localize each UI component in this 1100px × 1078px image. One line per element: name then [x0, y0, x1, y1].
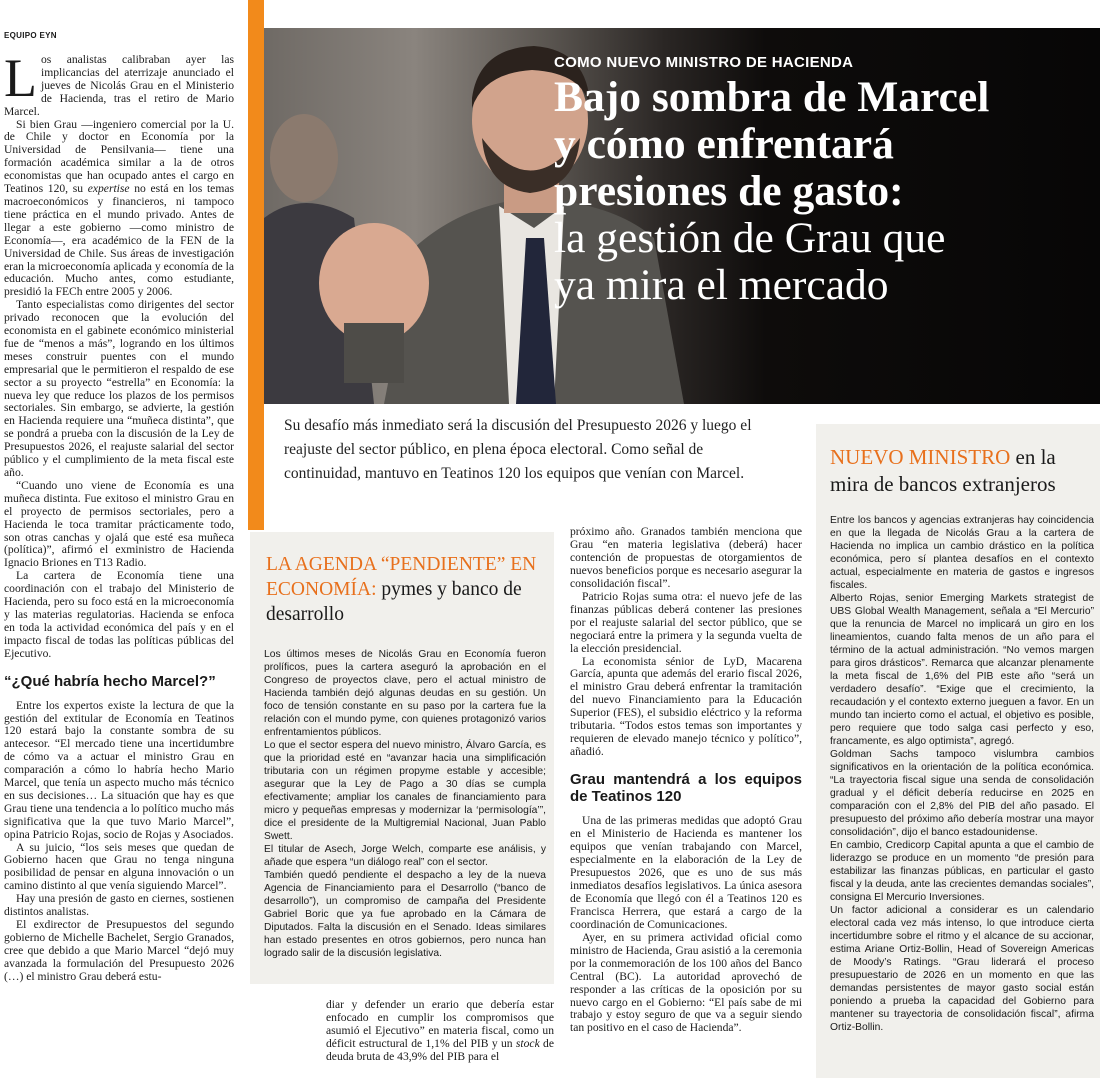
- byline: EQUIPO EYN: [4, 31, 57, 40]
- paragraph: La economista sénior de LyD, Macarena García, apunta que además del erario fiscal 2026, el ministro Grau deberá enfrentar la tramitación del nuevo Financiamiento para la Educación Superior (FES), el subsidio eléctrico y la reforma tributaria. “Todos estos temas son importantes y requieren de elevado manejo técnico y político”, añadió.: [570, 654, 802, 759]
- headline-line: y cómo enfrentará: [554, 120, 894, 168]
- subheading: Grau mantendrá a los equipos de Teatinos 120: [570, 771, 802, 806]
- sidebar-body: [830, 514, 1094, 1034]
- sidebar-title: NUEVO MINISTRO en la mira de bancos extranjeros: [830, 445, 1056, 496]
- paragraph: El exdirector de Presupuestos del segundo gobierno de Michelle Bachelet, Sergio Granados, cree que debido a que Mario Marcel “dejó muy avanzada la formulación del Presupuesto 2026 (…) el ministro Grau deberá estu-: [4, 918, 234, 983]
- paragraph: Tanto especialistas como dirigentes del sector privado reconocen que la evolución del economista en el gabinete económico ministerial fue de “menos a más”, logrando en los últimos meses construir puentes con el mundo empresarial que le permitieron el respaldo de ese sector a su proyecto “estrella” en Economía: la nueva ley que reduce los plazos de los permisos sectoriales. Sin embargo, se advierte, la gestión en Hacienda requiere una “muñeca distinta”, que se pondrá a prueba con la discusión de la Ley de Presupuestos 2026, el reajuste salarial del sector público y el cumplimiento de la meta fiscal este año.: [4, 298, 234, 479]
- subheading: “¿Qué habría hecho Marcel?”: [4, 672, 216, 690]
- sidebar-paragraph: Los últimos meses de Nicolás Grau en Economía fueron prolíficos, pues la cartera aseguró la aprobación en el Congreso de proyectos clave, pero el actual ministro de Hacienda también dejó algunas deudas en su gestión. Un foco de tensión constante en su paso por la cartera fue la relación con el mundo pyme, con quienes protagonizó varios enfrentamientos públicos.: [264, 649, 546, 738]
- sidebar-paragraph: Un factor adicional a considerar es un calendario electoral cada vez más intenso, lo que introduce cierta incertidumbre sobre el ritmo y el alcance de su accionar, estima Ariane Ortiz-Bollin, Head of Sovereign Americas de Moody’s Ratings. “Grau liderará el proceso presupuestario de 2026 en un momento en que las demandas persistentes de mayor gasto social están poniendo a prueba la capacidad del Gobierno para mantener su trayectoria de consolidación fiscal”, afirma Ortiz-Bollin.: [830, 905, 1094, 1033]
- article-column-2: [326, 998, 554, 1063]
- sidebar-paragraph: Alberto Rojas, senior Emerging Markets strategist de UBS Global Wealth Management, señala a “El Mercurio” que la renuncia de Marcel no implicará un giro en los lineamientos, cuando falta menos de un año para el término de la actual administración. “No vemos margen para giros drásticos”. Remarca que alcanzar plenamente la meta fiscal de 1,6% del PIB este año “será un verdadero desafío”. “Exige que el crecimiento, la recaudación y el contexto externo jueguen a favor. En un mundo tan incierto como el actual, el objetivo es posible, pero requiere que todo salga casi perfecto y eso, francamente, es algo optimista”, agregó.: [830, 593, 1094, 747]
- sidebar-paragraph: El titular de Asech, Jorge Welch, comparte ese análisis, y añade que espera “un diálogo real” con el sector.: [264, 844, 546, 868]
- sidebar-paragraph: También quedó pendiente el despacho a ley de la nueva Agencia de Financiamiento para el Desarrollo (“banco de desarrollo”), un compromiso de campaña del Presidente Gabriel Boric que ya fue aprobado en la Cámara de Diputados. Falta la discusión en el Senado. Ideas similares han estado presentes en otros gobiernos, pero nunca han logrado salir de la discusión legislativa.: [264, 870, 546, 959]
- paragraph: diar y defender un erario que debería estar enfocado en cumplir los compromisos que asumió el Ejecutivo” en materia fiscal, como un déficit estructural de 1,1% del PIB y un stock de deuda bruta de 43,9% del PIB para el: [326, 998, 554, 1063]
- headline-line: ya mira el mercado: [554, 261, 889, 309]
- sidebar-paragraph: En cambio, Credicorp Capital apunta a que el cambio de liderazgo se produce en un momento “de presión para estabilizar las finanzas públicas, en particular el gasto fiscal y la deuda, ante las crecientes demandas sociales”, consigna El Mercurio Inversiones.: [830, 840, 1094, 903]
- article-column-1: [4, 48, 234, 984]
- headline-line: la gestión de Grau que: [554, 214, 946, 262]
- paragraph: próximo año. Granados también menciona que Grau “en materia legislativa (deberá) hacer contención de propuestas de otorgamientos de nuevos beneficios porque es necesario asegurar la consolidación fiscal”.: [570, 525, 802, 590]
- article-column-3: [570, 526, 802, 1035]
- sidebar-paragraph: Goldman Sachs tampoco vislumbra cambios significativos en la orientación de la política económica. “La trayectoria fiscal sigue una senda de consolidación gradual y el déficit debería reducirse en 2025 en comparación con el 2,8% del PIB del año pasado. El presupuesto del próximo año debería mostrar una mayor consolidación”, dijo el banco estadounidense.: [830, 749, 1094, 838]
- paragraph: A su juicio, “los seis meses que quedan de Gobierno hacen que Grau no tenga ninguna posibilidad de pensar en alguna innovación o un camino distinto al que venía siguiendo Marcel”.: [4, 840, 234, 893]
- paragraph: La cartera de Economía tiene una coordinación con el trabajo del Ministerio de Hacienda, pero su foco está en la microeconomía y las materias regulatorias. Hacienda se enfoca en toda la actividad económica del país y en el impacto fiscal de todas las políticas públicas del Ejecutivo.: [4, 569, 234, 660]
- sidebar-paragraph: Lo que el sector espera del nuevo ministro, Álvaro García, es que la prioridad esté en “avanzar hacia una simplificación tributaria con un régimen propyme estable y accesible; asegurar que la Ley de Pago a 30 días se cumpla efectivamente; ampliar los canales de financiamiento para micro y pequeñas empresas y modernizar la ‘permisología’”, dice el presidente de la Multigremial Nacional, Juan Pablo Swett.: [264, 740, 546, 842]
- dropcap: L: [4, 48, 37, 108]
- sidebar-paragraph: Entre los bancos y agencias extranjeras hay coincidencia en que la llegada de Nicolás Grau a la cartera de Hacienda no implica un cambio drástico en la política económica, pero sí plantea desafíos en el contexto actual, especialmente en materia de gastos e ingresos fiscales.: [830, 515, 1094, 591]
- accent-bar: [248, 0, 264, 530]
- headline-line: Bajo sombra de Marcel: [554, 73, 990, 121]
- paragraph: Una de las primeras medidas que adoptó Grau en el Ministerio de Hacienda es mantener los equipos que venían trabajando con Marcel, especialmente en la elaboración de la Ley de Presupuestos 2026, que es uno de sus más inmediatos desafíos legislativos. La única asesora de Economía que llegó con él a Teatinos 120 es Francisca Herrera, que estará a cargo de la coordinación de Comunicaciones.: [570, 814, 802, 931]
- headline-line: presiones de gasto:: [554, 167, 904, 215]
- paragraph: “Cuando uno viene de Economía es una muñeca distinta. Fue exitoso el ministro Grau en el proyecto de permisos sectoriales, pero a Hacienda le toca tramitar prácticamente todo, son otras canchas y ojalá que esté esa muñeca (política)”, afirmó el exministro de Hacienda Ignacio Briones en T13 Radio.: [4, 478, 234, 570]
- paragraph: Patricio Rojas suma otra: el nuevo jefe de las finanzas públicas deberá contener las presiones por el reajuste salarial del sector público, que se negociará entre la primera y la segunda vuelta de la elección presidencial.: [570, 589, 802, 655]
- kicker: COMO NUEVO MINISTRO DE HACIENDA: [554, 54, 854, 71]
- paragraph: Hay una presión de gasto en ciernes, sostienen distintos analistas.: [4, 892, 234, 919]
- headline: [554, 74, 1094, 309]
- paragraph: Entre los expertos existe la lectura de que la gestión del extitular de Economía en Teatinos 120 estará bajo la constante sombra de su antecesor. “El mercado tiene una incertidumbre de cómo va a actuar el ministro Grau en comparación a cómo lo habría hecho Mario Marcel, que tenía un aspecto mucho más técnico en sus decisiones… La situación que hay es que Grau tiene una tendencia a lo político mucho más significativa que la que tuvo Mario Marcel”, opina Patricio Rojas, socio de Rojas y Asociados.: [4, 698, 234, 841]
- sidebar-body: [264, 648, 546, 960]
- lead-paragraph: Los analistas calibraban ayer las implicancias del aterrizaje anunciado el jueves de Nicolás Grau en el Ministerio de Hacienda, tras el retiro de Mario Marcel.: [4, 48, 234, 118]
- deck: Su desafío más inmediato será la discusión del Presupuesto 2026 y luego el reajuste del sector público, en plena época electoral. Como señal de continuidad, mantuvo en Teatinos 120 los equipos que venían con Marcel.: [284, 417, 752, 482]
- paragraph: Ayer, en su primera actividad oficial como ministro de Hacienda, Grau asistió a la ceremonia por la conmemoración de los 100 años del Banco Central (BC). La autoridad aprovechó de responder a las críticas de la oposición por su nuevo cargo en el Gobierno: “El país sabe de mi trabajo y estoy seguro de que va a seguir siendo tan positivo en el caso de Hacienda”.: [570, 930, 802, 1035]
- paragraph: Si bien Grau —ingeniero comercial por la U. de Chile y doctor en Economía por la Universidad de Pensilvania— tiene una formación académica similar a la de otros economistas que han ocupado antes el cargo en Teatinos 120, su expertise no está en los temas macroeconómicos y financieros, ni tampoco tiene práctica en el mundo privado. Antes de llegar a este gobierno —como ministro de Economía—, era académico de la FEN de la Universidad de Chile. Sus áreas de investigación eran la microeconomía aplicada y economía de la educación. Mucho antes, como estudiante, presidió la FECh entre 2005 y 2006.: [4, 117, 234, 299]
- sidebar-title: LA AGENDA “PENDIENTE” EN ECONOMÍA: pymes y banco de desarrollo: [266, 554, 537, 625]
